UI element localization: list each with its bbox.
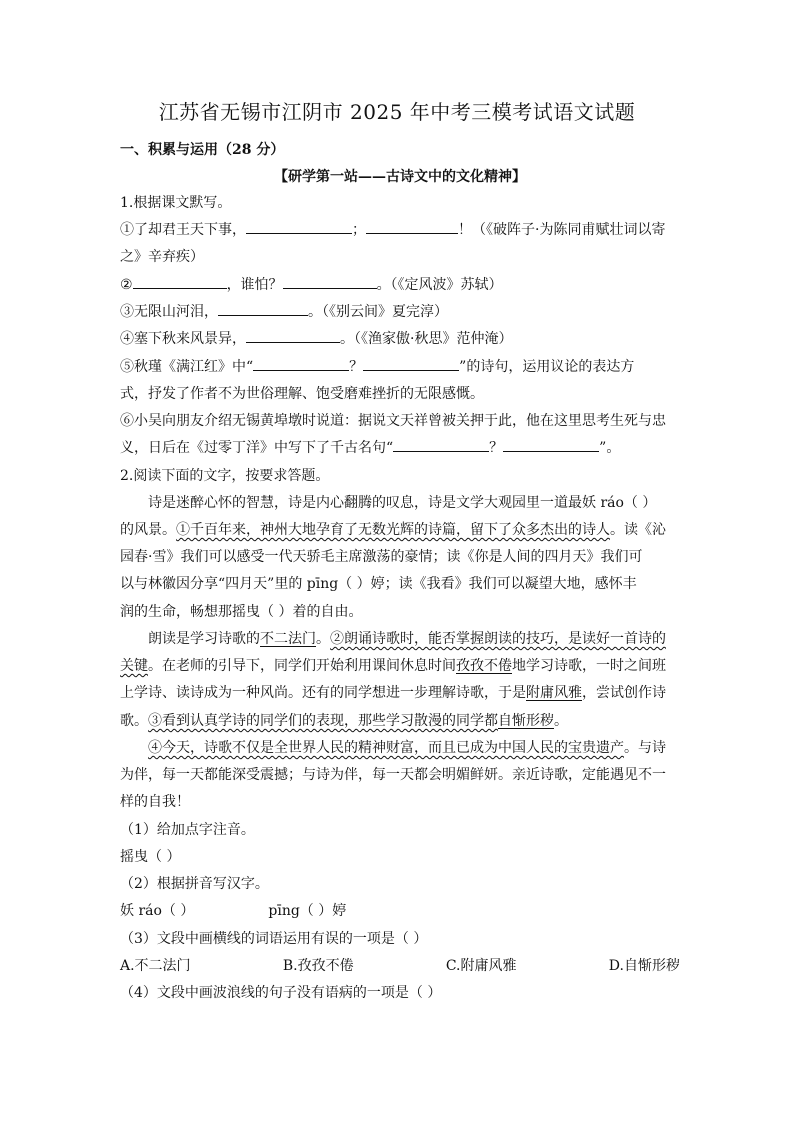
passage-line: 关键。在老师的引导下，同学们开始利用课间休息时间孜孜不倦地学习诗歌，一时之间班 [120, 658, 666, 674]
wavy-sentence-2: ②朗诵诗歌时，能否掌握朗读的技巧，是读好一首诗的 [330, 631, 666, 647]
passage-line: 的风景。①千百年来，神州大地孕育了无数光辉的诗篇，留下了众多杰出的诗人。读《沁 [120, 522, 666, 538]
answer-blank[interactable] [363, 356, 459, 371]
answer-blank[interactable] [246, 219, 352, 234]
passage-line: 歌。③看到认真学诗的同学们的表现，那些学习散漫的同学都自惭形秽。 [120, 713, 568, 729]
sub-question-4: （4）文段中画波浪线的句子没有语病的一项是（ ） [120, 985, 442, 1001]
answer-blank[interactable] [246, 328, 340, 343]
passage-line: ④今天，诗歌不仅是全世界人民的精神财富，而且已成为中国人民的宝贵遗产。与诗 [148, 740, 666, 756]
sub-question-3: （3）文段中画横线的词语运用有误的一项是（ ） [120, 931, 428, 947]
wavy-sentence-4: ④今天，诗歌不仅是全世界人民的精神财富，而且已成为中国人民的宝贵遗产 [148, 740, 624, 756]
q1-item-6: ⑥小吴向朋友介绍无锡黄埠墩时说道：据说文天祥曾被关押于此，他在这里思考生死与忠 [120, 413, 666, 429]
q1-item-5-cont: 式，抒发了作者不为世俗理解、饱受磨难挫折的无限感慨。 [120, 386, 484, 402]
wavy-sentence-1: ①千百年来，神州大地孕育了无数光辉的诗篇，留下了众多杰出的诗人 [176, 522, 610, 538]
q1-item-5: ⑤秋瑾《满江红》中“ ？ ”的诗句，运用议论的表达方 [120, 356, 680, 376]
wavy-sentence-2-end: 关键 [120, 658, 148, 674]
underlined-word-a: 不二法门 [260, 631, 316, 647]
option-d[interactable]: D.自惭形秽 [608, 958, 680, 974]
underlined-word-d: 自惭形秽 [498, 713, 554, 729]
option-a[interactable]: A.不二法门 [120, 958, 191, 974]
q1-item-2: ② ，谁怕？ 。（《定风波》苏轼） [120, 274, 680, 294]
passage-line: 润的生命，畅想那摇曳（ ）着的自由。 [120, 604, 363, 620]
answer-blank[interactable] [503, 437, 599, 452]
passage-line: 诗是迷醉心怀的智慧，诗是内心翻腾的叹息，诗是文学大观园里一道最妖 ráo（ ） [148, 495, 657, 511]
passage-line: 上学诗、读诗成为一种风尚。还有的同学想进一步理解诗歌，于是附庸风雅，尝试创作诗 [120, 685, 666, 701]
passage-line: 园春·雪》我们可以感受一代天骄毛主席激荡的豪情；读《你是人间的四月天》我们可 [120, 549, 643, 565]
answer-blank[interactable] [253, 356, 349, 371]
q1-item-1: ①了却君王天下事， ； ！（《破阵子·为陈同甫赋壮词以寄 [120, 219, 680, 239]
section-heading: 一、积累与运用（28 分） [120, 142, 285, 158]
option-c[interactable]: C.附庸风雅 [445, 958, 517, 974]
sub-question-2-items: 妖 ráo（ ） pīng（ ）婷 [120, 903, 347, 919]
underlined-word-c: 附庸风雅 [526, 685, 582, 701]
station-heading: 【研学第一站——古诗文中的文化精神】 [274, 169, 526, 185]
q1-item-3: ③无限山河泪， 。（《别云间》夏完淳） [120, 301, 680, 321]
passage-line: 朗读是学习诗歌的不二法门。②朗诵诗歌时，能否掌握朗读的技巧，是读好一首诗的 [148, 631, 666, 647]
answer-blank[interactable] [218, 301, 308, 316]
q1-label: 1.根据课文默写。 [120, 195, 232, 211]
sub-question-1: （1）给加点字注音。 [120, 822, 255, 838]
passage-line: 为伴，每一天都能深受震撼；与诗为伴，每一天都会明媚鲜妍。亲近诗歌，定能遇见不一 [120, 767, 666, 783]
passage-line: 样的自我！ [120, 794, 190, 810]
q1-item-1-cont: 之》辛弃疾） [120, 249, 204, 265]
option-b[interactable]: B.孜孜不倦 [282, 958, 354, 974]
answer-blank[interactable] [133, 274, 227, 289]
underlined-word-b: 孜孜不倦 [456, 658, 512, 674]
passage-line: 以与林徽因分享“四月天”里的 pīng（ ）婷；读《我看》我们可以凝望大地，感怀丰 [120, 576, 637, 592]
q1-item-4: ④塞下秋来风景异， 。（《渔家傲·秋思》范仲淹） [120, 328, 680, 348]
sub-question-2: （2）根据拼音写汉字。 [120, 876, 269, 892]
sub-question-1-item: 摇曳（ ） [120, 849, 181, 865]
q2-label: 2.阅读下面的文字，按要求答题。 [120, 468, 330, 484]
sub-question-3-options [120, 955, 680, 975]
answer-blank[interactable] [393, 437, 489, 452]
wavy-sentence-3: ③看到认真学诗的同学们的表现，那些学习散漫的同学都 [148, 713, 498, 729]
answer-blank[interactable] [283, 274, 377, 289]
answer-blank[interactable] [366, 219, 458, 234]
q1-item-6-cont: 义，日后在《过零丁洋》中写下了千古名句“ ？ ”。 [120, 437, 680, 457]
page-title: 江苏省无锡市江阴市 2025 年中考三模考试语文试题 [158, 100, 636, 124]
